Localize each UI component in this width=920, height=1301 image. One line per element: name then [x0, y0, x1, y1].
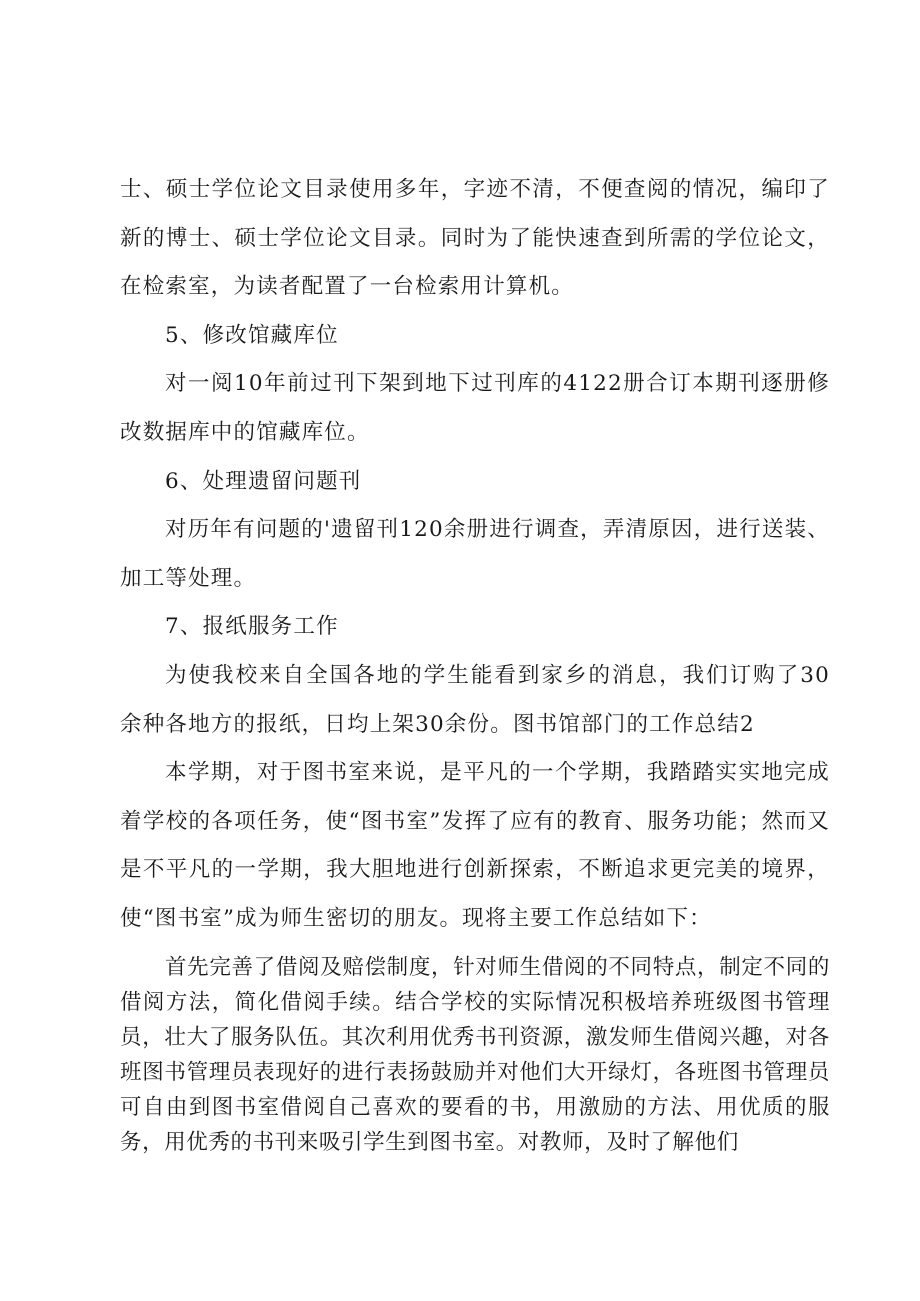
paragraph-collection-location: 对一阅10年前过刊下架到地下过刊库的4122册合订本期刊逐册修改数据库中的馆藏库位。: [120, 371, 830, 445]
document-body: [120, 166, 830, 1181]
heading-newspaper-service: 7、报纸服务工作: [165, 614, 339, 640]
heading-collection-location: 5、修改馆藏库位: [165, 322, 339, 348]
paragraph-semester-summary: 本学期，对于图书室来说，是平凡的一个学期，我踏踏实实地完成着学校的各项任务，使“图书室”发挥了应有的教育、服务功能；然而又是不平凡的一学期，我大胆地进行创新探索，不断追求更完美的境界，使“图书室”成为师生密切的朋友。现将主要工作总结如下：: [120, 760, 830, 931]
paragraph-thesis-catalog: 士、硕士学位论文目录使用多年，字迹不清，不便查阅的情况，编印了新的博士、硕士学位论文目录。同时为了能快速查到所需的学位论文，在检索室，为读者配置了一台检索用计算机。: [120, 177, 830, 300]
paragraph-newspaper-service: 为使我校来自全国各地的学生能看到家乡的消息，我们订购了30余种各地方的报纸，日均上架30余份。图书馆部门的工作总结2: [120, 662, 830, 737]
heading-legacy-issues: 6、处理遗留问题刊: [165, 468, 362, 494]
paragraph-borrowing-system: 首先完善了借阅及赔偿制度，针对师生借阅的不同特点，制定不同的借阅方法，简化借阅手续。结合学校的实际情况积极培养班级图书管理员，壮大了服务队伍。其次利用优秀书刊资源，激发师生借阅兴趣，对各班图书管理员表现好的进行表扬鼓励并对他们大开绿灯，各班图书管理员可自由到图书室借阅自己喜欢的要看的书，用激励的方法、用优质的服务，用优秀的书刊来吸引学生到图书室。对教师，及时了解他们: [120, 954, 830, 1155]
paragraph-legacy-issues: 对历年有问题的'遗留刊120余册进行调查，弄清原因，进行送装、加工等处理。: [120, 517, 830, 591]
